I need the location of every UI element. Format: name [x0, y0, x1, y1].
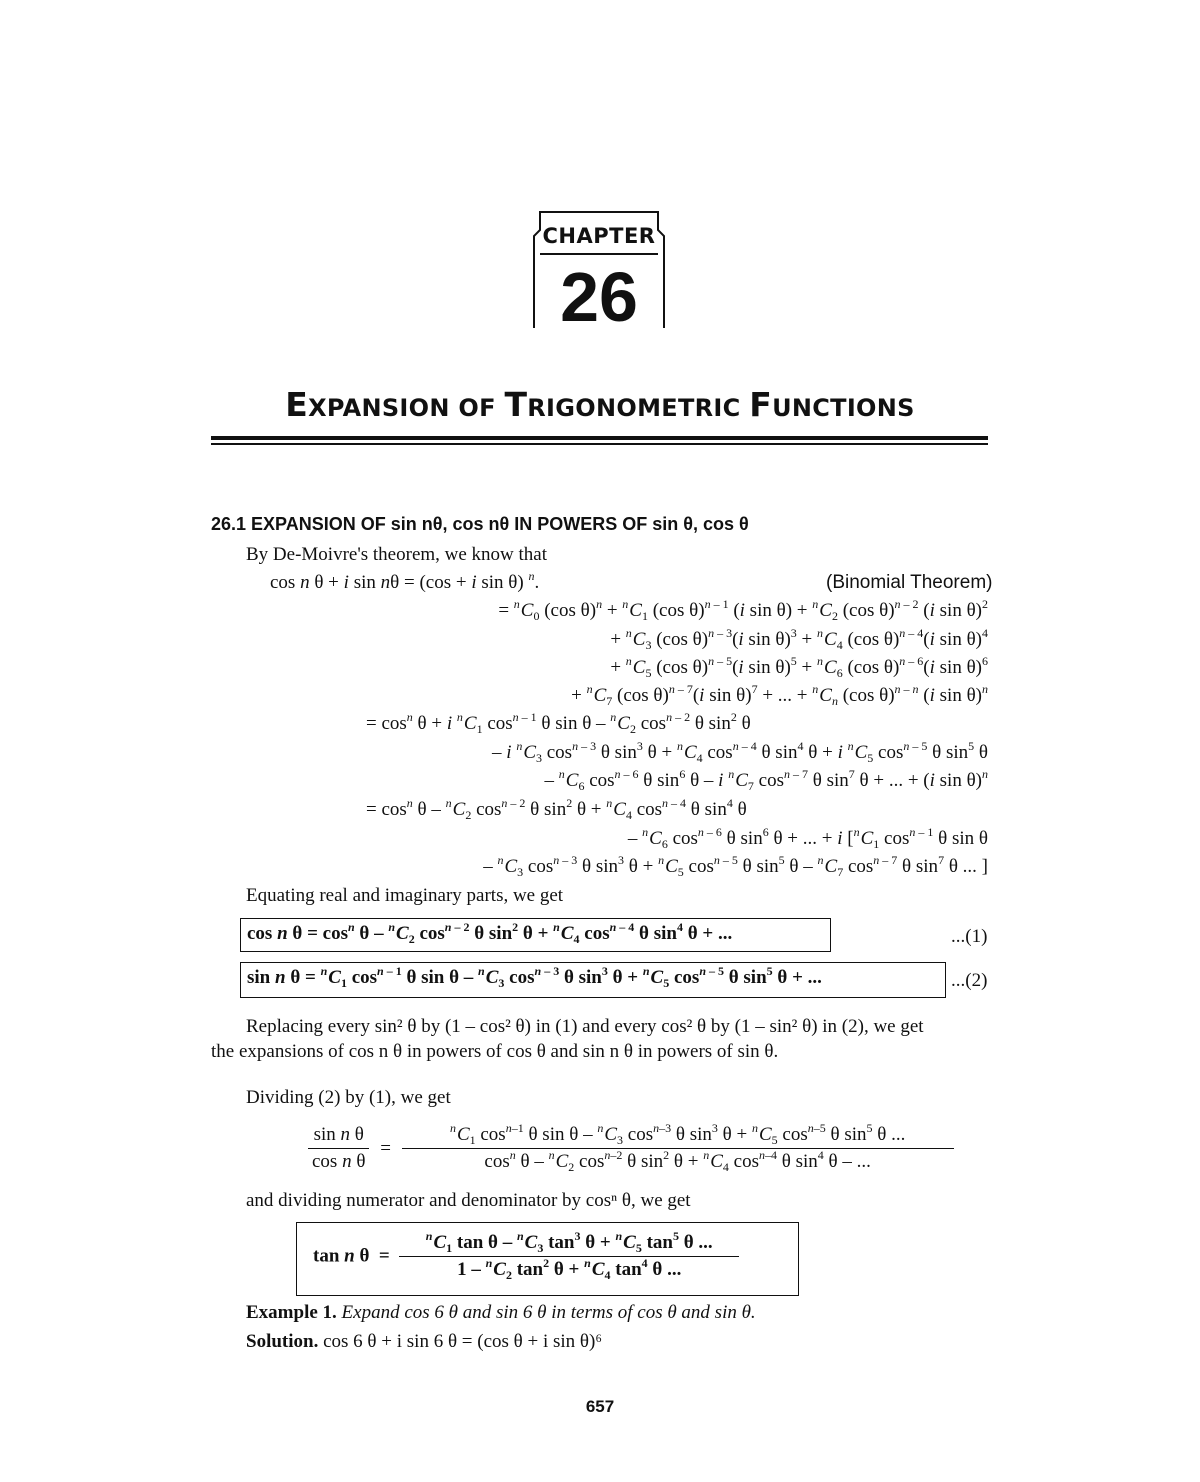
expansion-line-9: – $^nC_6$ $\cos^{n - 6} \theta$ $\sin^6 \theta$ + ... + i [$^nC_1$ $\cos^{n - 1} \theta$ sin θ	[627, 825, 988, 851]
demoivre-equation: cos n θ + i sin nθ = (cos + i sin θ) $^n$.	[270, 569, 540, 593]
replacing-text-line-1: Replacing every sin² θ by (1 – cos² θ) in (1) and every cos² θ by (1 – sin² θ) in (2), we get	[246, 1016, 924, 1037]
title-cap-1: E	[285, 385, 309, 424]
expansion-line-5: = $\cos^n \theta + i$ $^nC_1$ $\cos^{n - 1} \theta$ sin θ – $^nC_2$ $\cos^{n - 2} \theta$ $\sin^2 \theta$	[366, 710, 751, 736]
title-rule-thick	[211, 436, 988, 440]
replacing-text-line-2: the expansions of cos n θ in powers of cos θ and sin n θ in powers of sin θ.	[211, 1041, 779, 1062]
title-part-1: XPANSION OF	[308, 394, 505, 422]
chapter-number: 26	[560, 258, 638, 336]
page-number: 657	[585, 1397, 615, 1416]
section-heading: 26.1 EXPANSION OF sin nθ, cos nθ IN POWERS OF sin θ, cos θ	[211, 514, 749, 534]
equation-2-box	[240, 962, 946, 998]
dividing-text: Dividing (2) by (1), we get	[246, 1087, 451, 1108]
title-cap-3: F	[749, 385, 773, 424]
title-part-3: UNCTIONS	[772, 394, 915, 422]
binomial-note: (Binomial Theorem)	[826, 572, 993, 593]
chapter-badge	[532, 210, 666, 336]
equation-2: sin n $\theta = ^nC_1$ $\cos^{n - 1} \theta$ sin θ – $^nC_3$ $\cos^{n - 3} \theta$ $\sin^3 \theta + ^nC_5$ $\cos^{n - 5} \theta$ $\sin^5 \theta$ + ...	[247, 964, 822, 990]
chapter-label: CHAPTER	[542, 224, 656, 248]
title-rule-thin	[211, 443, 988, 445]
expansion-line-4: + $^nC_7$ (cos θ)$^{n - 7}$(i sin θ)$^7$ + ... + $^nC_n$ (cos θ)$^{n - n}$ (i sin θ)$^n$	[571, 682, 988, 708]
solution-text: cos 6 θ + i sin 6 θ = (cos θ + i sin θ)⁶	[323, 1331, 602, 1352]
expansion-line-6: – i $^nC_3$ $\cos^{n - 3} \theta$ $\sin^3 \theta + ^nC_4$ $\cos^{n - 4} \theta$ $\sin^4 \theta + i$ $^nC_5$ $\cos^{n - 5} \theta$ $\sin^5 \theta$	[492, 739, 988, 765]
expansion-line-2: + $^nC_3$ (cos θ)$^{n - 3}$(i $\sin \theta)^3 + ^nC_4$ (cos θ)$^{n - 4}$(i sin θ)$^4$	[610, 626, 988, 652]
expansion-line-8: = $\cos^n \theta - ^nC_2$ $\cos^{n - 2} \theta$ $\sin^2 \theta + ^nC_4$ $\cos^{n - 4} \theta$ $\sin^4 \theta$	[366, 796, 747, 822]
expansion-line-7: – $^nC_6$ $\cos^{n - 6} \theta$ $\sin^6 \theta$ – i $^nC_7$ $\cos^{n - 7} \theta$ $\sin^7 \theta$ + ... + (i sin θ)$^n$	[544, 767, 988, 793]
title-cap-2: T	[504, 385, 528, 424]
tan-equation: tan n θ = $\frac{^nC_1 \tan \theta - ^nC_3 \tan^3 \theta + ^nC_5 \tan^5 \theta ...}{1 - ^nC_2 \tan^2 \theta + ^nC_4 \tan^4 \theta ...}$	[313, 1232, 739, 1281]
and-dividing-text: and dividing numerator and denominator by cosⁿ θ, we get	[246, 1190, 691, 1211]
intro-text: By De-Moivre's theorem, we know that	[246, 544, 548, 565]
equation-1-label: ...(1)	[951, 926, 988, 947]
equation-1-box	[240, 918, 831, 952]
equation-2-label: ...(2)	[951, 970, 988, 991]
example-1	[246, 1302, 756, 1324]
expansion-line-10: – $^nC_3$ $\cos^{n - 3} \theta$ $\sin^3 \theta + ^nC_5$ $\cos^{n - 5} \theta$ $\sin^5 \theta - ^nC_7$ $\cos^{n - 7} \theta$ $\sin^7 \theta$ ... ]	[483, 853, 988, 879]
example-text: Expand cos 6 θ and sin 6 θ in terms of cos θ and sin θ.	[341, 1302, 756, 1323]
title-part-2: RIGONOMETRIC	[527, 394, 750, 422]
equation-1: cos n $\theta = \cos^n \theta - ^nC_2$ $\cos^{n - 2} \theta$ $\sin^2 \theta + ^nC_4$ $\cos^{n - 4} \theta$ $\sin^4 \theta$ + ...	[247, 920, 733, 946]
tan-fraction: $\frac{^nC_1 \tan \theta - ^nC_3 \tan^3 \theta + ^nC_5 \tan^5 \theta ...}{1 - ^nC_2 \tan^2 \theta + ^nC_4 \tan^4 \theta ...}$	[399, 1232, 739, 1281]
solution-label: Solution.	[246, 1331, 319, 1352]
example-label: Example 1.	[246, 1302, 337, 1323]
tan-ratio-equation: $\frac{\text{sin n θ}}{\text{cos n θ}}$ = $^nC_1$ $\cos^{n-1} \theta$ sin θ – $^nC_3$ $\cos^{n-3} \theta$ $\sin^3 \theta + ^nC_5$ $\cos^{n-5} \theta$ $\sin^5 \theta$ ... $\cos^n \theta - ^nC_2$ $\cos^{n-2} \theta$ $\sin^2 \theta + ^nC_4$ $\cos^{n-4} \theta$ $\sin^4 \theta$ – ...	[308, 1124, 954, 1173]
expansion-line-1: = $^nC_0$ (cos $\theta)^n + ^nC_1$ (cos θ)$^{n - 1}$ (i $\sin \theta) + ^nC_2$ (cos θ)$^{n - 2}$ (i sin θ)$^2$	[498, 597, 988, 623]
equating-text: Equating real and imaginary parts, we get	[246, 885, 564, 906]
series-ratio-fraction: $^nC_1$ $\cos^{n-1} \theta$ sin θ – $^nC_3$ $\cos^{n-3} \theta$ $\sin^3 \theta + ^nC_5$ $\cos^{n-5} \theta$ $\sin^5 \theta$ ... $\cos^n \theta - ^nC_2$ $\cos^{n-2} \theta$ $\sin^2 \theta + ^nC_4$ $\cos^{n-4} \theta$ $\sin^4 \theta$ – ...	[402, 1124, 954, 1173]
tan-equation-box	[296, 1222, 799, 1296]
chapter-title	[212, 385, 988, 424]
sin-cos-fraction: $\frac{\text{sin n θ}}{\text{cos n θ}}$	[308, 1124, 369, 1173]
expansion-line-3: + $^nC_5$ (cos θ)$^{n - 5}$(i $\sin \theta)^5 + ^nC_6$ (cos θ)$^{n - 6}$(i sin θ)$^6$	[610, 654, 988, 680]
solution	[246, 1331, 602, 1353]
